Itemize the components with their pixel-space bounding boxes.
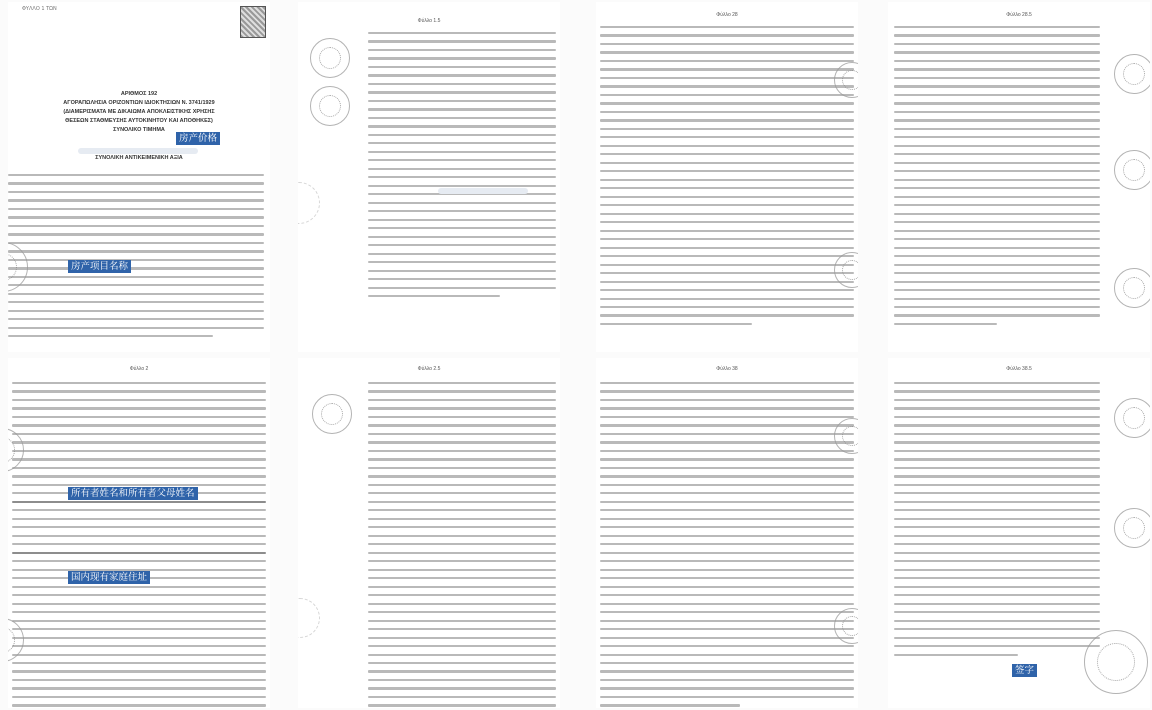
body-text: [8, 174, 264, 344]
document-page-1: [8, 2, 270, 352]
page-mark: ΦΥΛΛΟ 1 ΤΩΝ: [22, 6, 57, 12]
annotation-project-name: 房产项目名称: [68, 260, 131, 273]
body-text: [368, 32, 556, 304]
seal-stamp-icon: [1114, 150, 1150, 190]
body-text: [894, 382, 1100, 662]
seal-stamp-icon: [298, 182, 320, 224]
seal-stamp-icon: [1114, 268, 1150, 308]
document-page-38-5: [888, 358, 1150, 708]
annotation-owner-names: 所有者姓名和所有者父母姓名: [68, 487, 198, 500]
body-text: [600, 382, 854, 708]
page-title: Φύλλο 28: [716, 12, 738, 18]
page-title: Φύλλο 2: [129, 366, 149, 372]
signature-stamp-icon: [1084, 630, 1148, 694]
seal-stamp-icon: [312, 394, 352, 434]
page-title: Φύλλο 38.5: [1006, 366, 1032, 372]
seal-stamp-icon: [1114, 508, 1150, 548]
annotation-signature: 签字: [1012, 664, 1037, 677]
document-page-38: [596, 358, 858, 708]
document-page-28: [596, 2, 858, 352]
page-title: Φύλλο 28.5: [1006, 12, 1032, 18]
page-title: Φύλλο 1.5: [417, 18, 441, 24]
deed-heading: [8, 90, 270, 135]
body-text: [12, 382, 266, 708]
document-page-2: [8, 358, 270, 708]
seal-stamp-icon: [310, 38, 350, 78]
deed-subtype-2: ΘΕΣΕΩΝ ΣΤΑΘΜΕΥΣΗΣ ΑΥΤΟΚΙΝΗΤΟΥ ΚΑΙ ΑΠΟΘΗΚΕΣ): [65, 118, 213, 124]
objective-value-label: ΣΥΝΟΛΙΚΗ ΑΝΤΙΚΕΙΜΕΝΙΚΗ ΑΞΙΑ: [95, 155, 183, 161]
redaction: [438, 188, 528, 194]
deed-subtype-1: (ΔΙΑΜΕΡΙΣΜΑΤΑ ΜΕ ΔΙΚΑΙΩΜΑ ΑΠΟΚΛΕΙΣΤΙΚΗΣ ΧΡΗΣΗΣ: [63, 109, 215, 115]
page-title: Φύλλο 38: [716, 366, 738, 372]
annotation-home-address: 国内现有家庭住址: [68, 571, 150, 584]
document-page-1-5: [298, 2, 560, 352]
revenue-stamp: [240, 6, 266, 38]
seal-stamp-icon: [1114, 54, 1150, 94]
deed-type: ΑΓΟΡΑΠΩΛΗΣΙΑ ΟΡΙΖΟΝΤΙΩΝ ΙΔΙΟΚΤΗΣΙΩΝ Ν. 3741/1929: [63, 100, 215, 106]
deed-number: ΑΡΙΘΜΟΣ 192: [120, 91, 158, 97]
document-page-28-5: [888, 2, 1150, 352]
body-text: [600, 26, 854, 331]
total-price-label: ΣΥΝΟΛΙΚΟ ΤΙΜΗΜΑ: [113, 127, 165, 133]
body-text: [894, 26, 1100, 331]
page-title: Φύλλο 2.5: [417, 366, 441, 372]
body-text: [368, 382, 556, 708]
seal-stamp-icon: [310, 86, 350, 126]
document-page-2-5: [298, 358, 560, 708]
seal-stamp-icon: [298, 598, 320, 638]
annotation-property-price: 房产价格: [176, 132, 220, 145]
seal-stamp-icon: [1114, 398, 1150, 438]
